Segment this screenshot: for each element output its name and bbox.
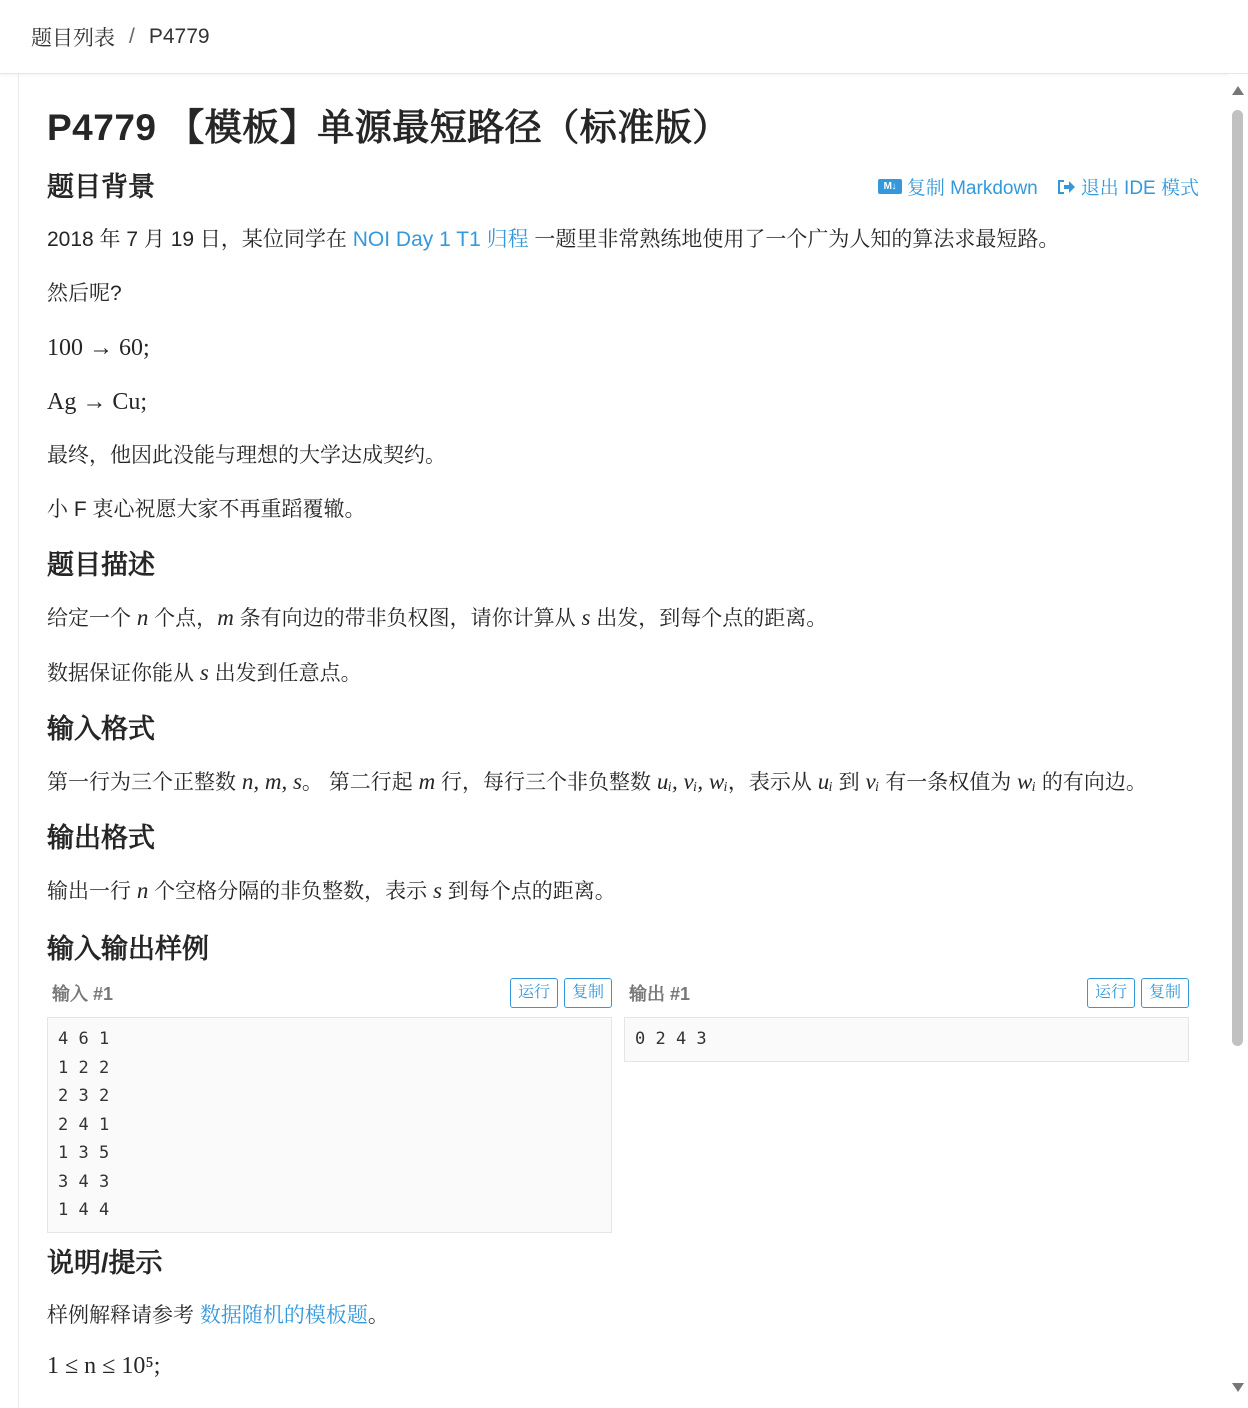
text-span: 输出一行 xyxy=(47,880,137,903)
copy-markdown-label: 复制 Markdown xyxy=(906,178,1038,199)
background-paragraph-5: 最终，他因此没能与理想的大学达成契约。 xyxy=(47,444,446,467)
sample-input-code: 4 6 1 1 2 2 2 3 2 2 4 1 1 3 5 3 4 3 1 4 4 xyxy=(47,1017,612,1233)
sample-output-head xyxy=(624,975,1189,1011)
text-span: 2018 年 7 月 19 日，某位同学在 xyxy=(47,228,353,251)
copy-markdown-button[interactable] xyxy=(878,173,1038,200)
run-input-button[interactable]: 运行 xyxy=(510,978,558,1008)
sample-output xyxy=(624,975,1189,1233)
page-title: P4779 【模板】单源最短路径（标准版） xyxy=(47,107,730,148)
text-span: 出发到任意点。 xyxy=(208,662,362,685)
samples-container xyxy=(47,975,1199,1233)
markdown-icon: M↓ xyxy=(878,179,902,194)
text-span: 到 xyxy=(832,771,866,794)
background-heading: 题目背景 xyxy=(47,172,155,202)
text-span: 的有向边。 xyxy=(1036,771,1147,794)
background-paragraph-4: Ag → Cu; xyxy=(47,389,148,415)
text-span: 行，每行三个非负整数 xyxy=(435,771,657,794)
vertical-scrollbar[interactable] xyxy=(1228,74,1248,1408)
math-w: wᵢ xyxy=(1017,769,1037,794)
background-section-head xyxy=(47,169,1199,205)
hint-constraint: 1 ≤ n ≤ 10⁵; xyxy=(47,1352,161,1379)
sample-output-title: 输出 #1 xyxy=(629,984,691,1004)
scroll-up-arrow-icon[interactable] xyxy=(1232,86,1244,95)
left-border xyxy=(18,74,19,1408)
background-paragraph-1 xyxy=(47,223,1199,257)
text-span: ，表示从 xyxy=(727,771,818,794)
text-span: 条有向边的带非负权图，请你计算从 xyxy=(233,607,582,630)
top-breadcrumb-bar xyxy=(0,0,1248,74)
math-s: s xyxy=(581,605,591,630)
text-span: 到每个点的距离。 xyxy=(441,880,616,903)
background-paragraph-3: 100 → 60; xyxy=(47,335,150,361)
hint-paragraph xyxy=(47,1299,1199,1333)
text-span: 出发，到每个点的距离。 xyxy=(590,607,828,630)
breadcrumb-separator: / xyxy=(129,24,135,48)
output-format-paragraph xyxy=(47,874,1199,909)
copy-output-button[interactable]: 复制 xyxy=(1141,978,1189,1008)
math-n: n xyxy=(136,605,149,630)
scroll-down-arrow-icon[interactable] xyxy=(1232,1383,1244,1392)
text-span: 个空格分隔的非负整数，表示 xyxy=(148,880,434,903)
toolbar xyxy=(878,173,1199,200)
description-paragraph-1 xyxy=(47,601,1199,636)
math-s: s xyxy=(433,878,442,903)
exit-ide-button[interactable] xyxy=(1056,173,1199,200)
math-n: n xyxy=(136,878,149,903)
output-format-heading: 输出格式 xyxy=(47,823,155,853)
problem-content xyxy=(47,74,1199,1383)
text-span: 第一行为三个正整数 xyxy=(47,771,242,794)
run-output-button[interactable]: 运行 xyxy=(1087,978,1135,1008)
samples-heading: 输入输出样例 xyxy=(47,934,209,964)
description-paragraph-2 xyxy=(47,656,1199,691)
text-span: 样例解释请参考 xyxy=(47,1303,200,1327)
exit-ide-label: 退出 IDE 模式 xyxy=(1080,178,1199,199)
breadcrumb-problem-list-link[interactable]: 题目列表 xyxy=(31,26,115,50)
hint-heading: 说明/提示 xyxy=(47,1247,163,1278)
sample-input xyxy=(47,975,612,1233)
copy-input-button[interactable]: 复制 xyxy=(564,978,612,1008)
math-uvw: uᵢ, vᵢ, wᵢ xyxy=(656,769,728,794)
sample-input-buttons xyxy=(510,978,612,1008)
breadcrumb-current: P4779 xyxy=(148,24,210,48)
math-m: m xyxy=(418,769,436,794)
description-heading: 题目描述 xyxy=(47,550,155,580)
text-span: 给定一个 xyxy=(47,607,137,630)
sample-input-title: 输入 #1 xyxy=(52,984,114,1004)
text-span: 个点， xyxy=(148,607,218,630)
math-nms: n, m, s xyxy=(241,769,302,794)
random-data-template-link[interactable]: 数据随机的模板题 xyxy=(199,1303,368,1327)
math-s: s xyxy=(199,660,209,685)
sample-output-buttons xyxy=(1087,978,1189,1008)
text-span: 。 第二行起 xyxy=(301,771,419,794)
background-paragraph-6: 小 F 衷心祝愿大家不再重蹈覆辙。 xyxy=(47,498,366,521)
math-m: m xyxy=(217,605,234,630)
noi-day1-t1-link[interactable]: NOI Day 1 T1 归程 xyxy=(352,228,529,251)
scrollbar-thumb[interactable] xyxy=(1232,110,1243,1046)
text-span: 一题里非常熟练地使用了一个广为人知的算法求最短路。 xyxy=(528,228,1060,251)
math-u: uᵢ xyxy=(817,769,833,794)
math-v: vᵢ xyxy=(865,769,880,794)
background-paragraph-2: 然后呢? xyxy=(47,282,122,305)
text-span: 。 xyxy=(367,1303,389,1327)
sign-out-icon xyxy=(1056,178,1076,196)
input-format-paragraph xyxy=(47,765,1199,800)
text-span: 有一条权值为 xyxy=(879,771,1018,794)
sample-output-code: 0 2 4 3 xyxy=(624,1017,1189,1062)
input-format-heading: 输入格式 xyxy=(47,714,155,744)
text-span: 数据保证你能从 xyxy=(47,662,200,685)
sample-input-head xyxy=(47,975,612,1011)
